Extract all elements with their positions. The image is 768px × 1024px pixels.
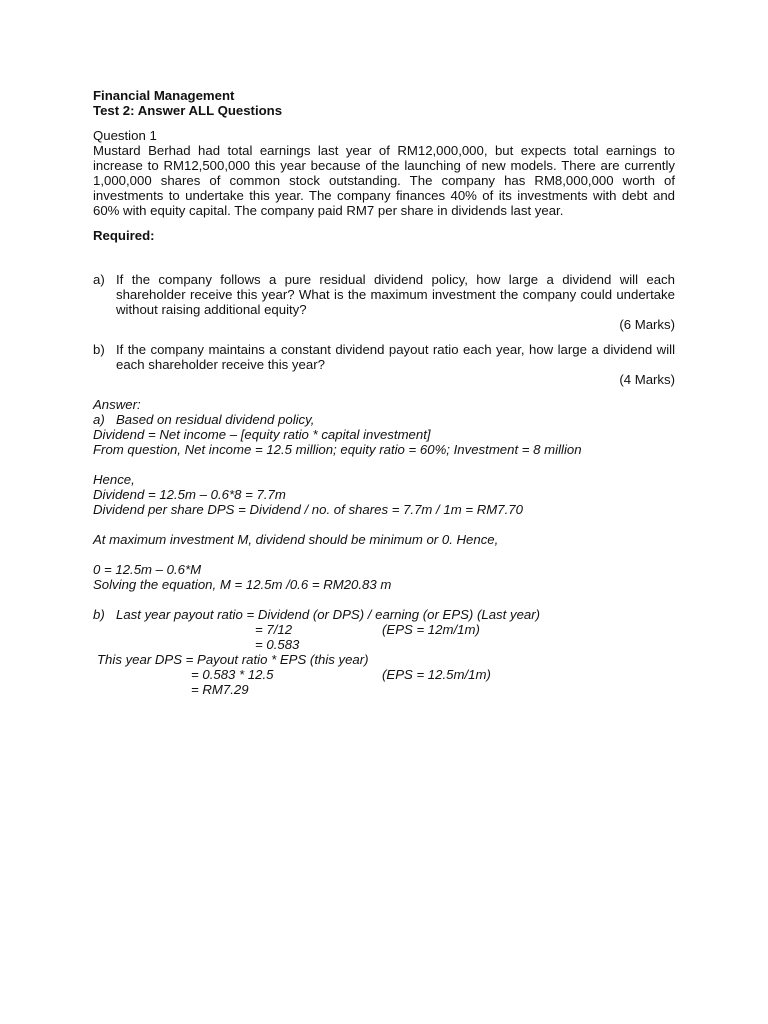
question-text: Mustard Berhad had total earnings last year of RM12,000,000, but expects total earnings to increase to RM12,500,000 this year because of the launching of new models. There are currently 1,000,000 shares of common stock outstanding. The company has RM8,000,000 worth of investments to undertake this year. The company finances 40% of its investments with debt and 60% with equity capital. The company paid RM7 per share in dividends last year. (93, 143, 675, 218)
answer-b-line2-note: (EPS = 12m/1m) (382, 622, 480, 637)
answer-a-equation: 0 = 12.5m – 0.6*M (93, 562, 202, 577)
course-title: Financial Management (93, 88, 235, 103)
answer-section (93, 397, 675, 697)
answer-a-max-note: At maximum investment M, dividend should be minimum or 0. Hence, (93, 532, 499, 547)
answer-a-intro-row (93, 412, 675, 427)
answer-a-label: a) (93, 412, 105, 427)
answer-a-solve: Solving the equation, M = 12.5m /0.6 = RM20.83 m (93, 577, 392, 592)
document-page (93, 88, 675, 697)
answer-b-line2 (93, 622, 675, 637)
part-b-label: b) (93, 342, 105, 357)
answer-b-line5 (93, 667, 675, 682)
answer-a-formula: Dividend = Net income – [equity ratio * capital investment] (93, 427, 431, 442)
part-a-text: If the company follows a pure residual dividend policy, how large a dividend will each shareholder receive this year? What is the maximum investment the company could undertake without raising additional equity? (116, 272, 675, 317)
answer-b-line6-value: = RM7.29 (191, 682, 249, 697)
answer-b-line4 (93, 652, 675, 667)
answer-b-line6 (93, 682, 675, 697)
answer-a-dividend: Dividend = 12.5m – 0.6*8 = 7.7m (93, 487, 286, 502)
question-part-b (93, 342, 675, 387)
answer-heading: Answer: (93, 397, 141, 412)
answer-b-line3 (93, 637, 675, 652)
answer-b-line1 (93, 607, 675, 622)
test-title: Test 2: Answer ALL Questions (93, 103, 283, 118)
answer-a-intro: Based on residual dividend policy, (116, 412, 315, 427)
answer-b-line2-value: = 7/12 (255, 622, 293, 637)
required-label: Required: (93, 228, 155, 243)
answer-a-hence: Hence, (93, 472, 135, 487)
question-part-a (93, 272, 675, 332)
part-b-marks: (4 Marks) (619, 372, 675, 387)
part-a-marks: (6 Marks) (619, 317, 675, 332)
answer-b-line4-text: This year DPS = Payout ratio * EPS (this year) (97, 652, 369, 667)
answer-b-label: b) (93, 607, 105, 622)
answer-a-dps: Dividend per share DPS = Dividend / no. of shares = 7.7m / 1m = RM7.70 (93, 502, 523, 517)
answer-a-given: From question, Net income = 12.5 million; equity ratio = 60%; Investment = 8 million (93, 442, 582, 457)
answer-b-line3-value: = 0.583 (255, 637, 300, 652)
answer-b-line5-note: (EPS = 12.5m/1m) (382, 667, 491, 682)
part-a-label: a) (93, 272, 105, 287)
part-b-text: If the company maintains a constant dividend payout ratio each year, how large a dividend will each shareholder receive this year? (116, 342, 675, 372)
answer-b-line1-text: Last year payout ratio = Dividend (or DPS) / earning (or EPS) (Last year) (116, 607, 541, 622)
question-number: Question 1 (93, 128, 157, 143)
answer-b-line5-value: = 0.583 * 12.5 (191, 667, 274, 682)
